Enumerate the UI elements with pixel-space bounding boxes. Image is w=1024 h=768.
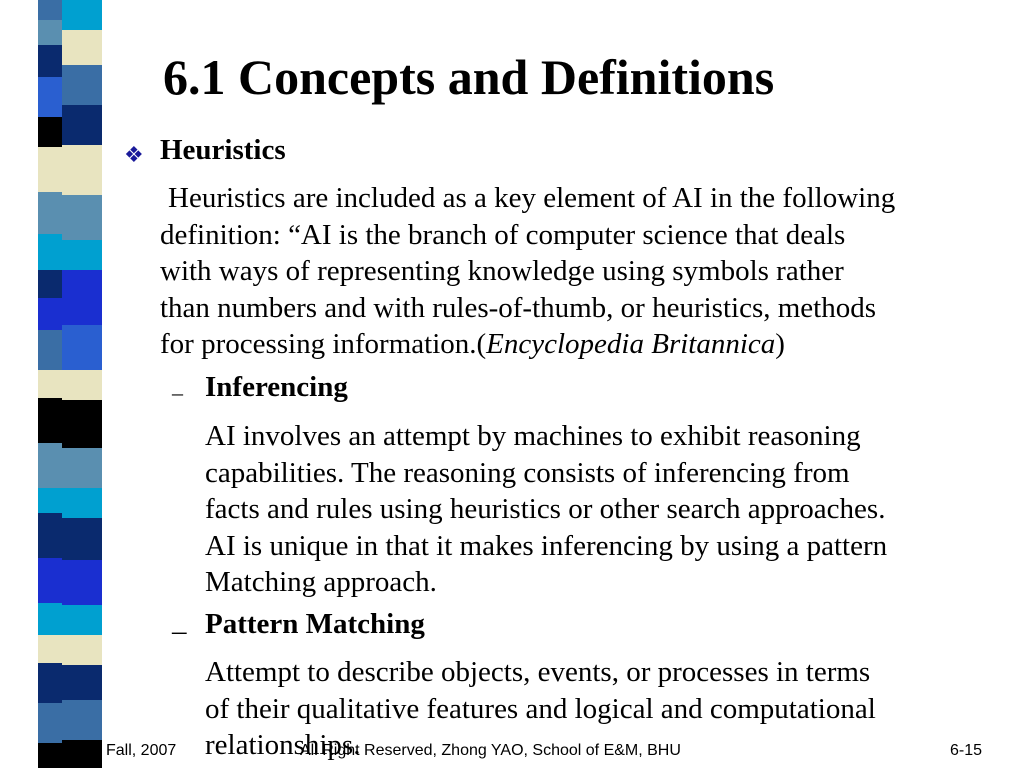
paragraph-line: facts and rules using heuristics or other search approaches. [205,493,886,525]
intro-line: with ways of representing knowledge using symbols rather [160,255,844,287]
page-title: 6.1 Concepts and Definitions [163,49,775,105]
decorative-stripe [0,0,110,768]
dash-bullet-icon: – [172,615,187,647]
paragraph-line: Attempt to describe objects, events, or processes in terms [205,656,871,688]
section-heading: Heuristics [160,134,286,166]
citation-close: ) [775,328,785,360]
footer-page-number: 6-15 [950,742,983,759]
intro-line: Heuristics are included as a key element of AI in the following [168,182,896,214]
paragraph-line: AI is unique in that it makes inferencing by using a pattern [205,529,888,562]
intro-line [160,326,1020,363]
intro-line: than numbers and with rules-of-thumb, or heuristics, methods [160,291,877,324]
intro-text: for processing information.( [160,328,487,360]
inferencing-paragraph [205,418,1020,601]
source-citation: Encyclopedia Britannica [486,328,776,360]
paragraph-line: Matching approach. [205,566,437,598]
footer-copyright: All Right Reserved, Zhong YAO, School of E&M, BHU [300,742,681,759]
dash-bullet-icon: – [172,380,183,405]
intro-line: definition: “AI is the branch of computer science that deals [160,218,846,251]
subsection-heading-pattern-matching: Pattern Matching [205,608,425,640]
intro-paragraph [160,180,1020,363]
footer-date: Fall, 2007 [106,742,177,759]
subsection-heading-inferencing: Inferencing [205,371,348,403]
paragraph-line: relationships. [205,729,361,761]
paragraph-line: AI involves an attempt by machines to exhibit reasoning [205,420,861,452]
paragraph-line: capabilities. The reasoning consists of inferencing from [205,456,850,489]
bullet-diamond-icon: ❖ [124,142,144,167]
paragraph-line: of their qualitative features and logical and computational [205,692,876,725]
